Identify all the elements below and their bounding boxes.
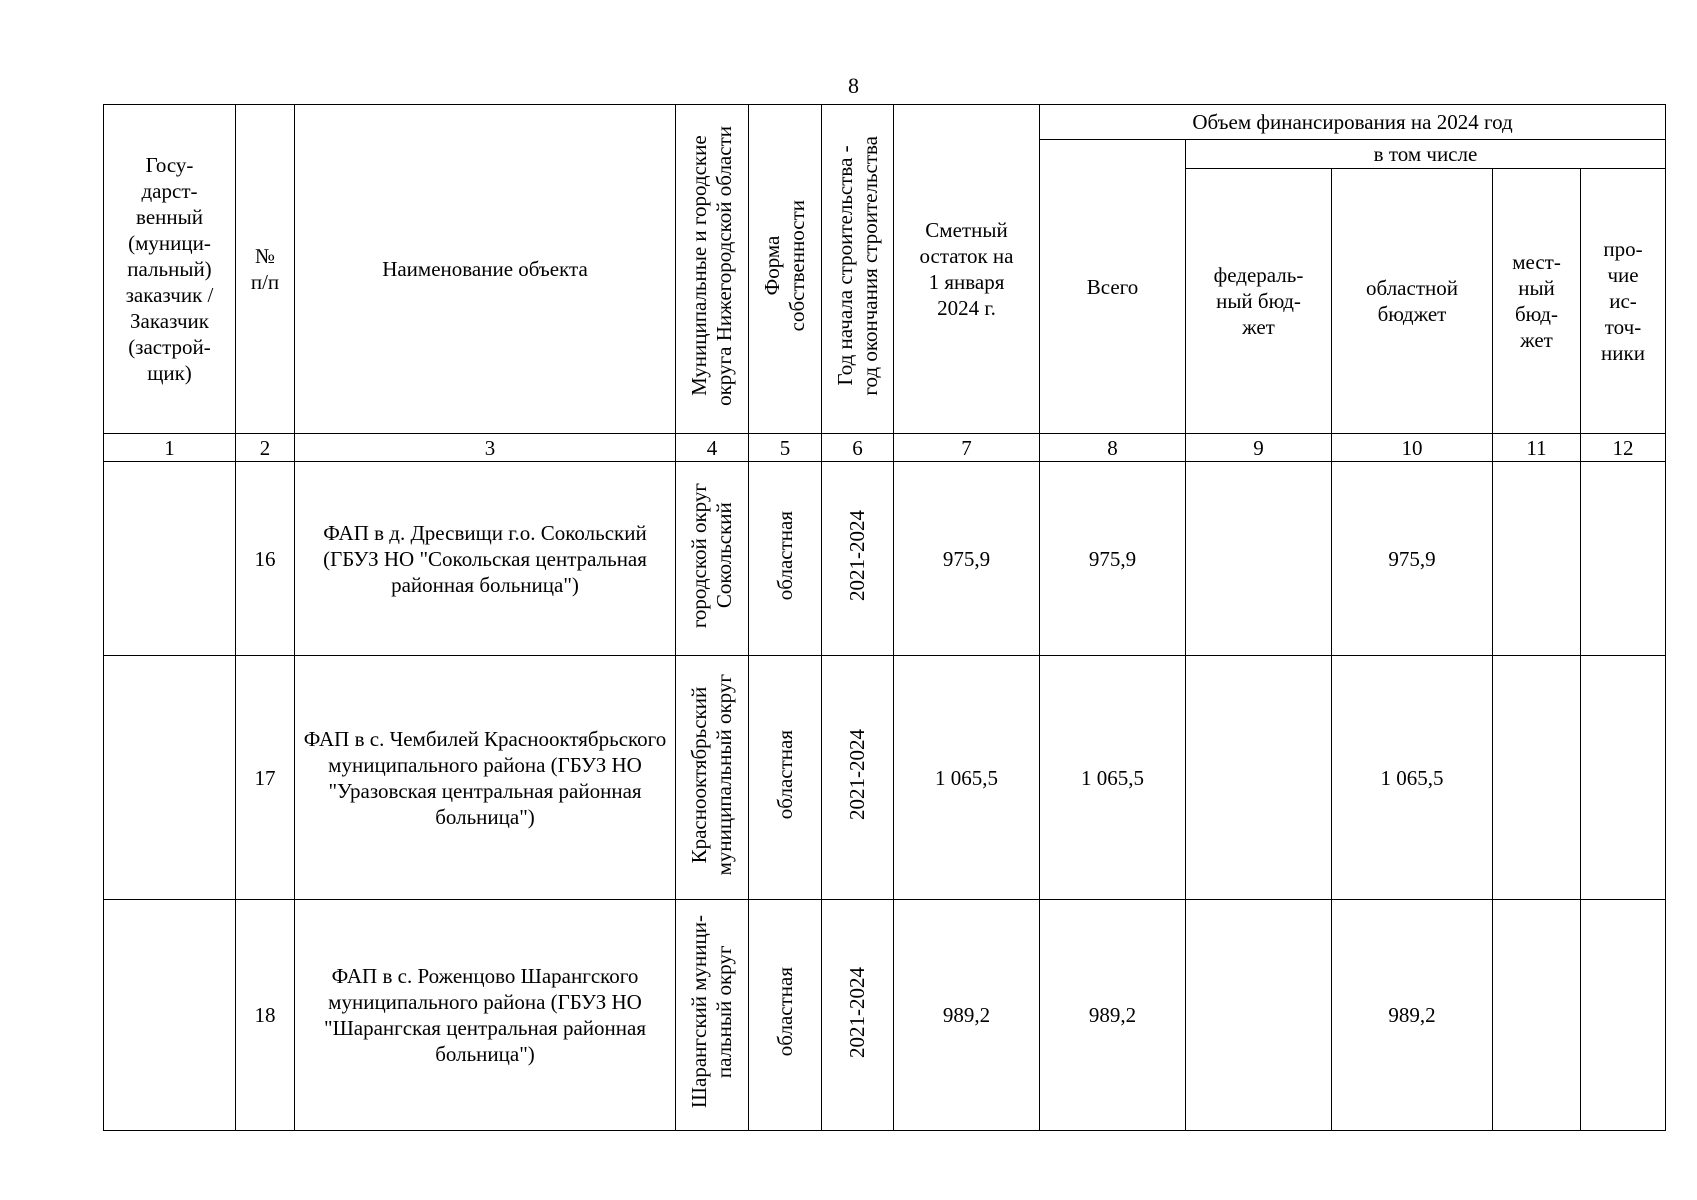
row-local <box>1493 900 1581 1131</box>
row-balance: 1 065,5 <box>894 656 1040 900</box>
header-customer: Госу- дарст- венный (муници- пальный) заказчик / Заказчик (застрой- щик) <box>104 105 236 434</box>
row-ownership: областная <box>749 656 822 900</box>
row-other <box>1581 656 1666 900</box>
row-num: 16 <box>236 462 295 656</box>
header-ownership: Форма собственности <box>749 105 822 434</box>
header-regional: областной бюджет <box>1332 169 1493 434</box>
header-num: № п/п <box>236 105 295 434</box>
row-regional: 1 065,5 <box>1332 656 1493 900</box>
row-municipality: Краснооктябрьский муниципальный округ <box>676 656 749 900</box>
row-municipality: Шарангский муници- пальный округ <box>676 900 749 1131</box>
row-federal <box>1186 656 1332 900</box>
row-total: 975,9 <box>1040 462 1186 656</box>
header-municipality: Муниципальные и городские округа Нижегородской области <box>676 105 749 434</box>
header-balance: Сметный остаток на 1 января 2024 г. <box>894 105 1040 434</box>
row-num: 18 <box>236 900 295 1131</box>
row-customer <box>104 900 236 1131</box>
header-financing: Объем финансирования на 2024 год <box>1040 105 1666 140</box>
row-object-name: ФАП в с. Чембилей Краснооктябрьского муниципального района (ГБУЗ НО "Уразовская центральная районная больница") <box>295 656 676 900</box>
column-number: 9 <box>1186 434 1332 462</box>
header-other: про- чие ис- точ- ники <box>1581 169 1666 434</box>
column-number: 11 <box>1493 434 1581 462</box>
row-balance: 989,2 <box>894 900 1040 1131</box>
row-other <box>1581 462 1666 656</box>
row-ownership: областная <box>749 900 822 1131</box>
column-number: 12 <box>1581 434 1666 462</box>
header-total: Всего <box>1040 140 1186 434</box>
row-other <box>1581 900 1666 1131</box>
header-including: в том числе <box>1186 140 1666 169</box>
header-local: мест- ный бюд- жет <box>1493 169 1581 434</box>
row-customer <box>104 656 236 900</box>
row-object-name: ФАП в с. Роженцово Шарангского муниципального района (ГБУЗ НО "Шарангская центральная районная больница") <box>295 900 676 1131</box>
header-object-name: Наименование объекта <box>295 105 676 434</box>
table-row <box>104 900 1666 1131</box>
column-number: 1 <box>104 434 236 462</box>
page-number: 8 <box>848 73 859 98</box>
row-federal <box>1186 462 1332 656</box>
column-number: 5 <box>749 434 822 462</box>
row-object-name: ФАП в д. Дресвищи г.о. Сокольский (ГБУЗ НО "Сокольская центральная районная больница") <box>295 462 676 656</box>
row-local <box>1493 656 1581 900</box>
column-number: 10 <box>1332 434 1493 462</box>
row-balance: 975,9 <box>894 462 1040 656</box>
row-total: 989,2 <box>1040 900 1186 1131</box>
row-num: 17 <box>236 656 295 900</box>
row-years: 2021-2024 <box>822 656 894 900</box>
column-number: 7 <box>894 434 1040 462</box>
table-row <box>104 656 1666 900</box>
table-row <box>104 462 1666 656</box>
row-federal <box>1186 900 1332 1131</box>
row-ownership: областная <box>749 462 822 656</box>
row-years: 2021-2024 <box>822 900 894 1131</box>
column-number: 6 <box>822 434 894 462</box>
row-municipality: городской округ Сокольский <box>676 462 749 656</box>
column-number: 4 <box>676 434 749 462</box>
row-customer <box>104 462 236 656</box>
row-years: 2021-2024 <box>822 462 894 656</box>
row-total: 1 065,5 <box>1040 656 1186 900</box>
column-number: 2 <box>236 434 295 462</box>
column-number: 8 <box>1040 434 1186 462</box>
header-years: Год начала строительства - год окончания строительства <box>822 105 894 434</box>
row-local <box>1493 462 1581 656</box>
row-regional: 975,9 <box>1332 462 1493 656</box>
column-number: 3 <box>295 434 676 462</box>
header-federal: федераль- ный бюд- жет <box>1186 169 1332 434</box>
row-regional: 989,2 <box>1332 900 1493 1131</box>
financing-table <box>103 104 1666 1131</box>
column-number-row <box>104 434 1666 462</box>
